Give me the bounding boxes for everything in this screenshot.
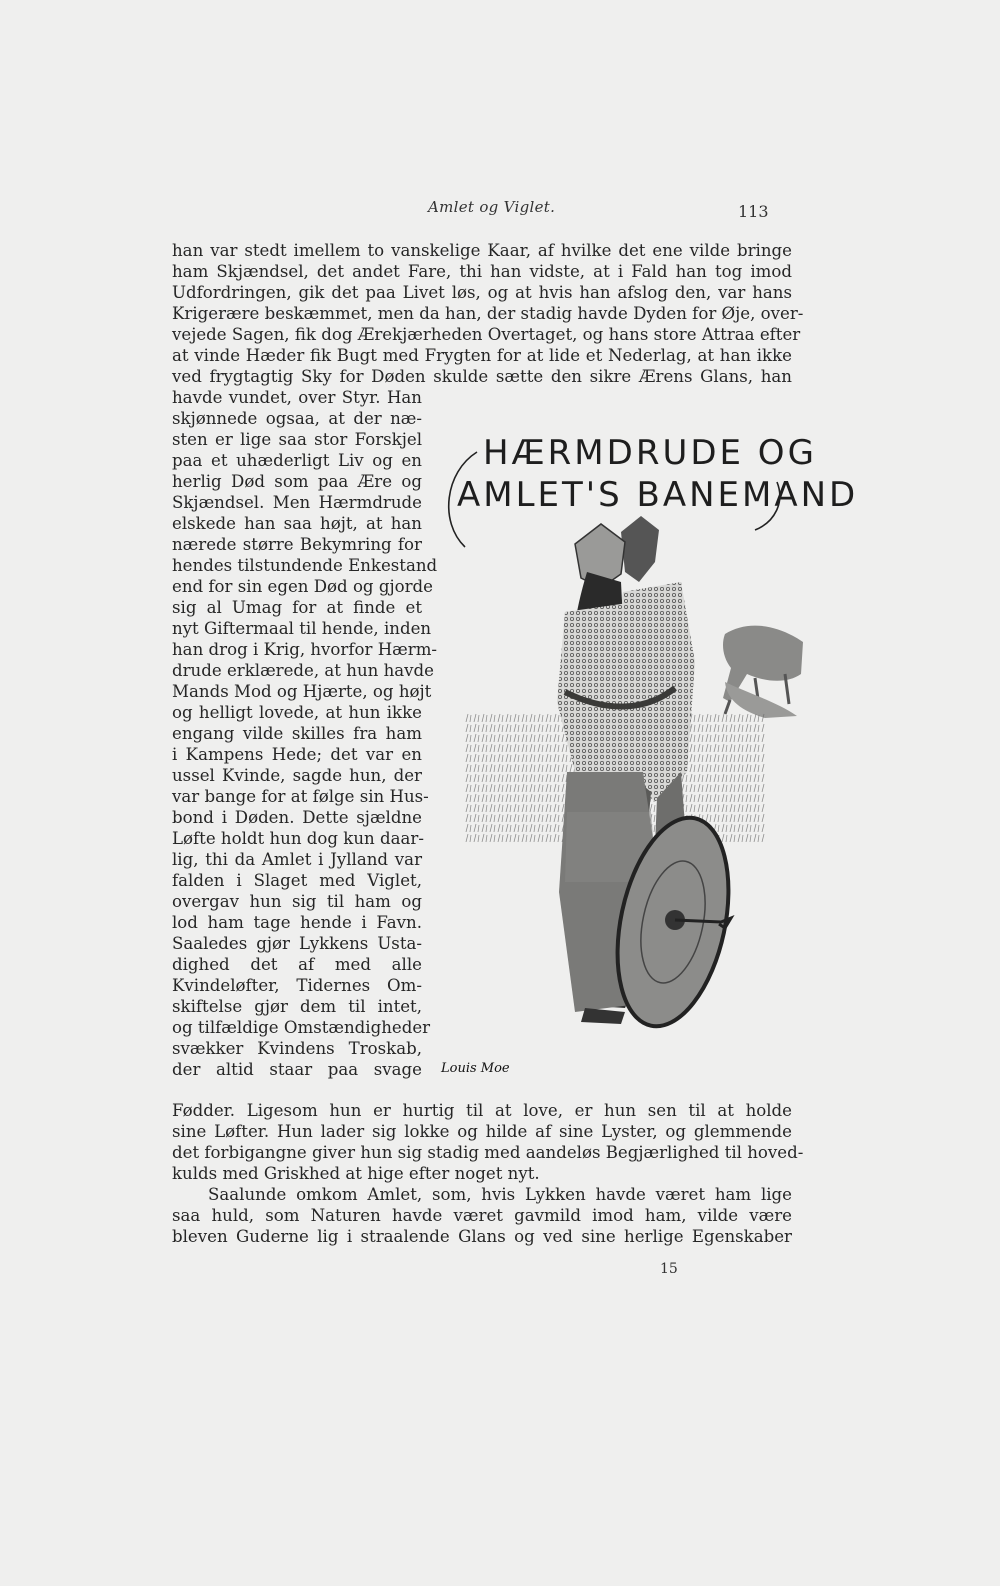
text-line: nærede større Bekymring for (172, 535, 422, 554)
text-line: sig al Umag for at finde et (172, 598, 422, 617)
text-line: det forbigangne giver hun sig stadig med aandeløs Begjærlighed til hoved- (172, 1143, 804, 1162)
text-line: Skjændsel. Men Hærmdrude (172, 493, 422, 512)
text-line: engang vilde skilles fra ham (172, 724, 422, 743)
signature-mark: 15 (660, 1261, 678, 1277)
illustration (425, 412, 859, 1092)
text-line: var bange for at følge sin Hus- (172, 787, 429, 806)
text-line: elskede han saa højt, at han (172, 514, 422, 533)
text-line: Saalunde omkom Amlet, som, hvis Lykken havde været ham lige (208, 1185, 792, 1204)
text-line: bond i Døden. Dette sjældne (172, 808, 422, 827)
text-line: svækker Kvindens Troskab, (172, 1039, 422, 1058)
text-line: skjønnede ogsaa, at der næ- (172, 409, 422, 428)
text-line: ham Skjændsel, det andet Fare, thi han vidste, at i Fald han tog imod (172, 262, 792, 281)
illustration-title-line2: AMLET'S BANEMAND (457, 475, 859, 515)
text-line: hendes tilstundende Enkestand (172, 556, 438, 575)
text-line: Krigerære beskæmmet, men da han, der stadig havde Dyden for Øje, over- (172, 304, 804, 323)
text-line: skiftelse gjør dem til intet, (172, 997, 422, 1016)
running-title: Amlet og Viglet. (428, 198, 556, 216)
text-line: ved frygtagtig Sky for Døden skulde sætte den sikre Ærens Glans, han (172, 367, 792, 386)
text-line: Fødder. Ligesom hun er hurtig til at love, er hun sen til at holde (172, 1101, 792, 1120)
text-line: ussel Kvinde, sagde hun, der (172, 766, 422, 785)
text-line: overgav hun sig til ham og (172, 892, 422, 911)
text-line: Mands Mod og Hjærte, og højt (172, 682, 432, 701)
text-line: der altid staar paa svage (172, 1060, 422, 1079)
text-line: havde vundet, over Styr. Han (172, 388, 422, 407)
text-line: saa huld, som Naturen havde været gavmild imod ham, vilde være (172, 1206, 792, 1225)
text-line: bleven Guderne lig i straalende Glans og ved sine herlige Egenskaber (172, 1227, 792, 1246)
text-line: at vinde Hæder fik Bugt med Frygten for at lide et Nederlag, at han ikke (172, 346, 792, 365)
illustration-title-line1: HÆRMDRUDE OG (483, 433, 817, 473)
text-line: drude erklærede, at hun havde (172, 661, 434, 680)
text-line: Udfordringen, gik det paa Livet løs, og at hvis han afslog den, var hans (172, 283, 792, 302)
text-line: og helligt lovede, at hun ikke (172, 703, 422, 722)
text-line: han var stedt imellem to vanskelige Kaar, af hvilke det ene vilde bringe (172, 241, 792, 260)
text-line: dighed det af med alle (172, 955, 422, 974)
horses (723, 626, 803, 718)
text-line: vejede Sagen, fik dog Ærekjærheden Overtaget, og hans store Attraa efter (172, 325, 801, 344)
text-line: Løfte holdt hun dog kun daar- (172, 829, 424, 848)
text-line: sine Løfter. Hun lader sig lokke og hilde af sine Lyster, og glemmende (172, 1122, 792, 1141)
text-line: nyt Giftermaal til hende, inden (172, 619, 432, 638)
page-number: 113 (738, 202, 769, 221)
text-line: sten er lige saa stor Forskjel (172, 430, 422, 449)
text-line: kulds med Griskhed at hige efter noget nyt. (172, 1164, 540, 1183)
text-line: og tilfældige Omstændigheder (172, 1018, 431, 1037)
text-line: Saaledes gjør Lykkens Usta- (172, 934, 422, 953)
text-line: falden i Slaget med Viglet, (172, 871, 422, 890)
text-line: Kvindeløfter, Tidernes Om- (172, 976, 422, 995)
text-line: lod ham tage hende i Favn. (172, 913, 422, 932)
artist-signature: Louis Moe (441, 1061, 510, 1076)
text-line: i Kampens Hede; det var en (172, 745, 422, 764)
text-line: paa et uhæderligt Liv og en (172, 451, 422, 470)
text-line: han drog i Krig, hvorfor Hærm- (172, 640, 438, 659)
text-line: lig, thi da Amlet i Jylland var (172, 850, 422, 869)
text-line: herlig Død som paa Ære og (172, 472, 422, 491)
illustration-drawing (425, 412, 859, 1092)
text-line: end for sin egen Død og gjorde (172, 577, 433, 596)
page-header (0, 198, 1000, 224)
